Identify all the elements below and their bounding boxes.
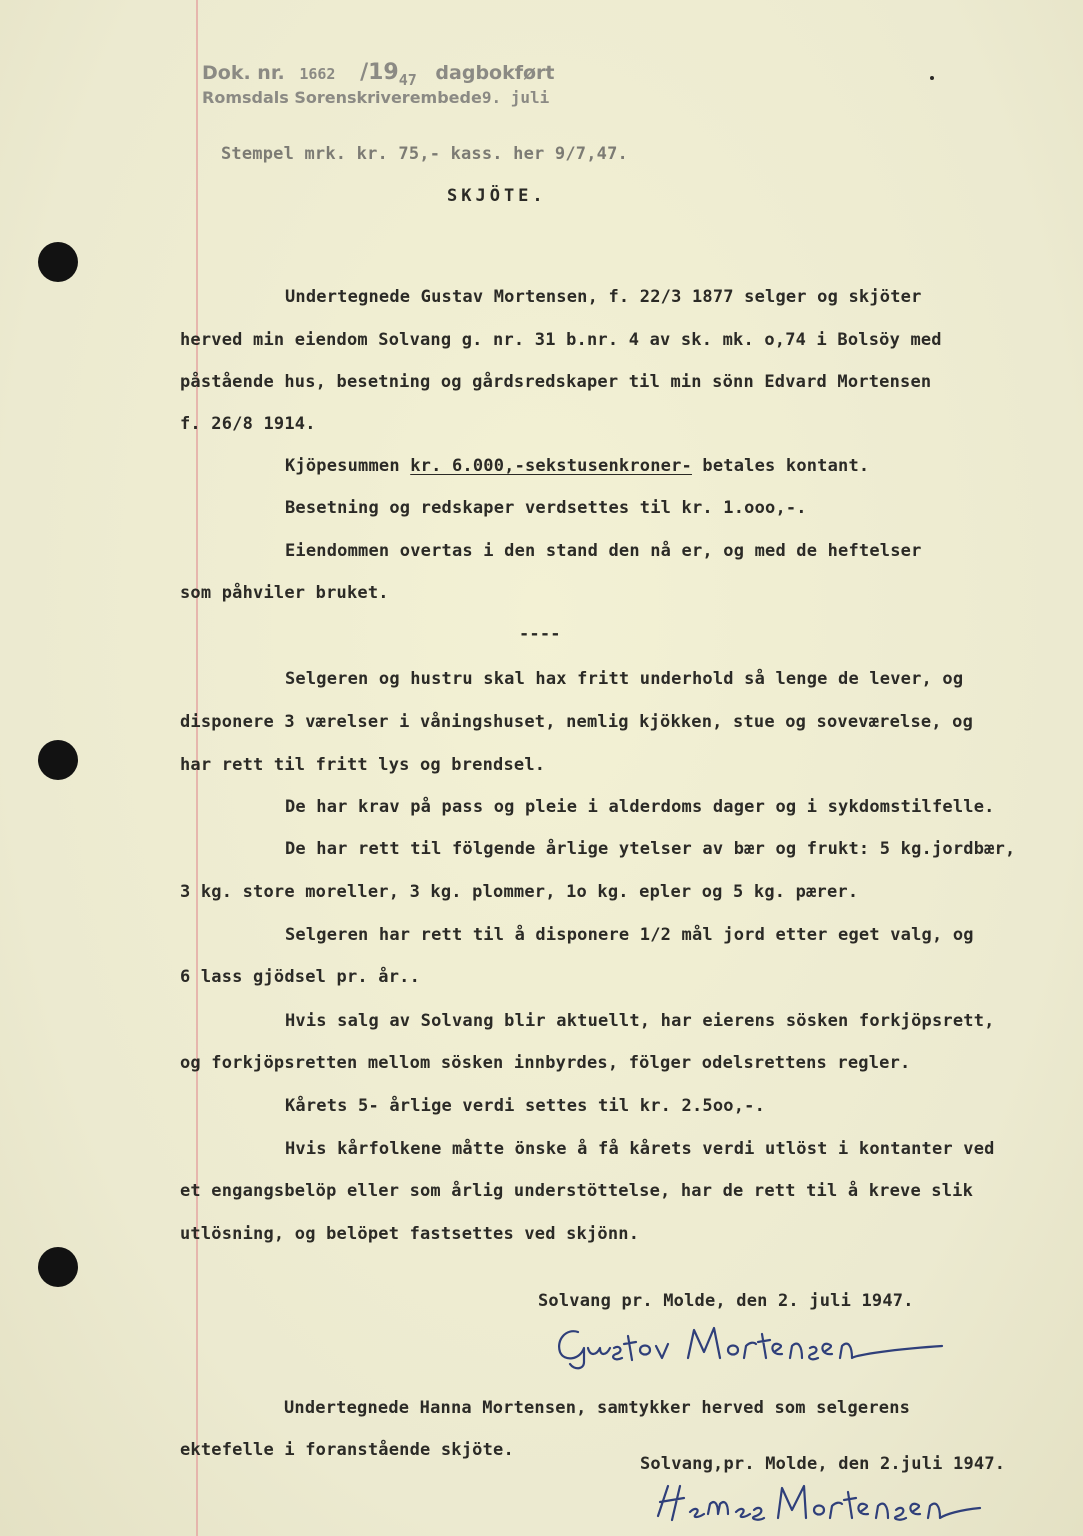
- p8-line-1: Selgeren har rett til å disponere 1/2 mål jord etter eget valg, og: [285, 925, 974, 945]
- signature-gustav-mortensen: [548, 1318, 968, 1370]
- p4-line-1: Eiendommen overtas i den stand den nå er, og med de heftelser: [285, 541, 922, 561]
- p8-line-2: 6 lass gjödsel pr. år..: [180, 967, 421, 987]
- stamp-line-1: [202, 60, 555, 89]
- punch-hole-middle: [38, 740, 78, 780]
- year-prefix: /19: [360, 60, 399, 85]
- stempel-line: Stempel mrk. kr. 75,- kass. her 9/7,47.: [221, 144, 628, 164]
- punch-hole-bottom: [38, 1247, 78, 1287]
- ink-speck: [930, 76, 934, 80]
- stamp-date: 9. juli: [481, 88, 550, 107]
- p1-line-3: påstående hus, besetning og gårdsredskaper til min sönn Edvard Mortensen: [180, 372, 932, 392]
- p1-line-1: Undertegnede Gustav Mortensen, f. 22/3 1877 selger og skjöter: [285, 287, 922, 307]
- p1-line-2: herved min eiendom Solvang g. nr. 31 b.nr. 4 av sk. mk. o,74 i Bolsöy med: [180, 330, 942, 350]
- p11-line-3: utlösning, og belöpet fastsettes ved skjönn.: [180, 1224, 640, 1244]
- p2-before: Kjöpesummen: [285, 456, 411, 476]
- stamp-office: Romsdals Sorenskriverembede: [202, 88, 482, 107]
- p2-after: betales kontant.: [691, 456, 870, 476]
- p5-line-2: disponere 3 værelser i våningshuset, nemlig kjökken, stue og soveværelse, og: [180, 712, 974, 732]
- place-date-2: Solvang,pr. Molde, den 2.juli 1947.: [640, 1454, 1006, 1474]
- stamp-suffix: dagbokført: [435, 62, 555, 84]
- punch-hole-top: [38, 242, 78, 282]
- signature-hanna-mortensen: [650, 1478, 1000, 1528]
- p7-line-1: De har rett til fölgende årlige ytelser av bær og frukt: 5 kg.jordbær,: [285, 839, 1016, 859]
- p10-line: Kårets 5- årlige verdi settes til kr. 2.5oo,-.: [285, 1096, 766, 1116]
- p7-line-2: 3 kg. store moreller, 3 kg. plommer, 1o kg. epler og 5 kg. pærer.: [180, 882, 859, 902]
- p2-underlined-price: kr. 6.000,-sekstusenkroner-: [410, 456, 692, 476]
- p9-line-1: Hvis salg av Solvang blir aktuellt, har eierens sösken forkjöpsrett,: [285, 1011, 995, 1031]
- p11-line-2: et engangsbelöp eller som årlig understöttelse, har de rett til å kreve slik: [180, 1181, 974, 1201]
- stamp-prefix: Dok. nr.: [202, 62, 285, 84]
- consent-line-2: ektefelle i foranstående skjöte.: [180, 1440, 514, 1460]
- separator: ----: [519, 624, 561, 644]
- p9-line-2: og forkjöpsretten mellom sösken innbyrdes, fölger odelsrettens regler.: [180, 1053, 911, 1073]
- p2-line: [285, 456, 869, 476]
- document-title: SKJÖTE.: [447, 186, 547, 206]
- year-suffix: 47: [398, 71, 417, 89]
- p4-line-2: som påhviler bruket.: [180, 583, 389, 603]
- p5-line-1: Selgeren og hustru skal hax fritt underhold så lenge de lever, og: [285, 669, 964, 689]
- place-date-1: Solvang pr. Molde, den 2. juli 1947.: [538, 1291, 914, 1311]
- consent-line-1: Undertegnede Hanna Mortensen, samtykker herved som selgerens: [284, 1398, 911, 1418]
- p5-line-3: har rett til fritt lys og brendsel.: [180, 755, 546, 775]
- p11-line-1: Hvis kårfolkene måtte önske å få kårets verdi utlöst i kontanter ved: [285, 1139, 995, 1159]
- doc-number: 1662: [299, 65, 336, 83]
- p6-line: De har krav på pass og pleie i alderdoms dager og i sykdomstilfelle.: [285, 797, 995, 817]
- p3-line: Besetning og redskaper verdsettes til kr. 1.ooo,-.: [285, 498, 807, 518]
- p1-line-4: f. 26/8 1914.: [180, 414, 316, 434]
- stamp-line-2: [202, 88, 549, 107]
